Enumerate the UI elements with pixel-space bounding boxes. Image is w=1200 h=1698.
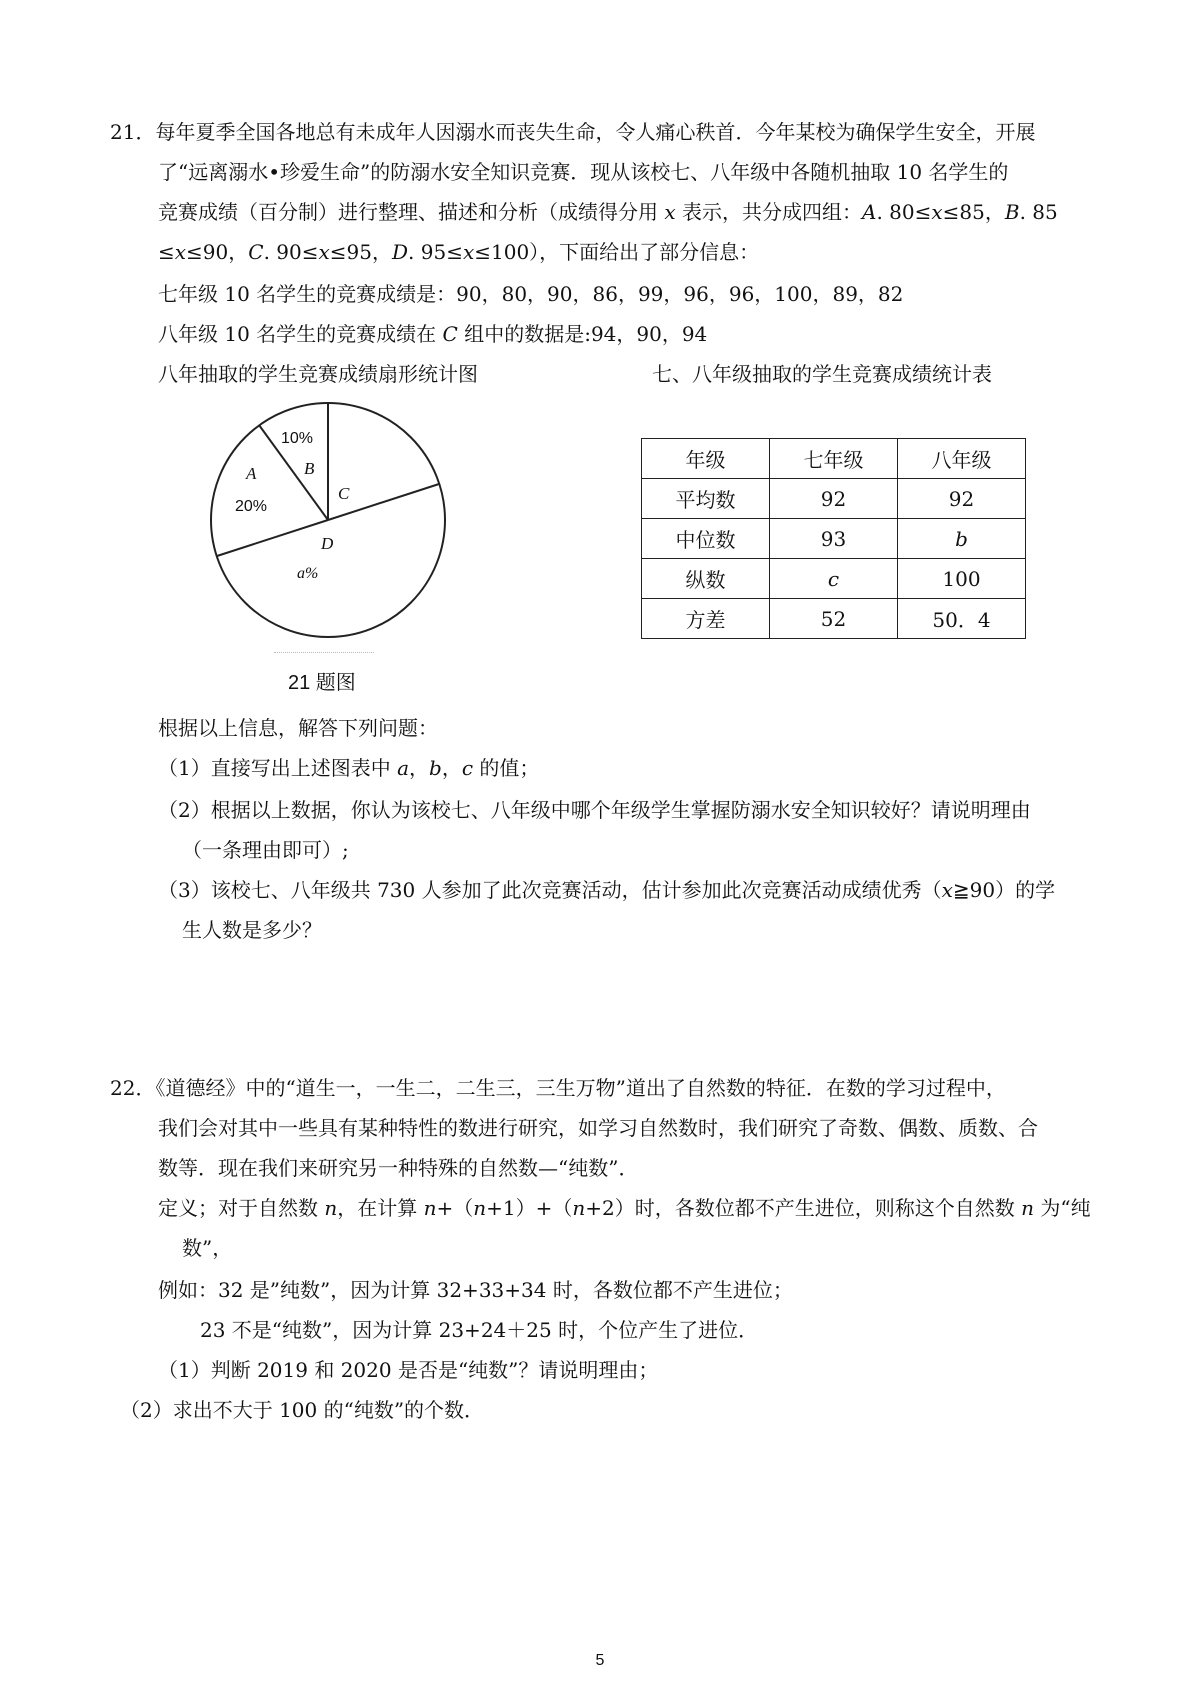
table-cell: 92 <box>898 479 1026 519</box>
pie-label-b: B <box>304 459 315 478</box>
q22-line-1: 22．《道德经》中的“道生一，一生二，二生三，三生万物”道出了自然数的特征．在数的学习过程中， <box>110 1076 1006 1100</box>
table-cell: 纵数 <box>642 559 770 599</box>
pie-chart-caption: 八年抽取的学生竞赛成绩扇形统计图 <box>158 362 478 386</box>
figure-dot-rule <box>274 652 374 653</box>
table-cell: 92 <box>770 479 898 519</box>
table-cell: 100 <box>898 559 1026 599</box>
pie-divider-a-d <box>217 520 328 556</box>
q22-example-1: 例如：32 是”纯数”，因为计算 32+33+34 时，各数位都不产生进位； <box>158 1278 793 1302</box>
q22-definition: 定义；对于自然数 n，在计算 n+（n+1）+（n+2）时，各数位都不产生进位，则称这个自然数 n 为“纯 <box>158 1196 1091 1220</box>
table-header-row <box>642 439 1026 479</box>
table-header-cell: 年级 <box>642 439 770 479</box>
pie-label-a-pct: 20% <box>235 498 268 515</box>
table-cell: 中位数 <box>642 519 770 559</box>
table-cell: 平均数 <box>642 479 770 519</box>
table-row <box>642 599 1026 639</box>
table-header-cell: 七年级 <box>770 439 898 479</box>
q21-line-1: 21．每年夏季全国各地总有未成年人因溺水而丧失生命，令人痛心秩首．今年某校为确保学生安全，开展 <box>110 120 1036 144</box>
q21-part-2: （2）根据以上数据，你认为该校七、八年级中哪个年级学生掌握防溺水安全知识较好？请说明理由 <box>158 798 1031 822</box>
figure-label: 21 题图 <box>288 672 356 694</box>
table-cell: 52 <box>770 599 898 639</box>
q22-part-2: （2）求出不大于 100 的“纯数”的个数． <box>120 1398 485 1422</box>
q21-line-2: 了“远离溺水•珍爱生命”的防溺水安全知识竞赛．现从该校七、八年级中各随机抽取 10 名学生的 <box>158 160 1009 184</box>
q21-part-3-cont: 生人数是多少？ <box>182 918 322 942</box>
table-cell: c <box>770 559 898 599</box>
q22-example-2: 23 不是“纯数”，因为计算 23+24＋25 时，个位产生了进位． <box>200 1318 759 1342</box>
q21-part-2-cont: （一条理由即可）; <box>182 838 349 862</box>
q21-line-3: 竞赛成绩（百分制）进行整理、描述和分析（成绩得分用 x 表示，共分成四组：A. 80≤x≤85，B. 85 <box>158 200 1058 224</box>
table-row <box>642 559 1026 599</box>
grade7-scores: 七年级 10 名学生的竞赛成绩是：90，80，90，86，99，96，96，100，89，82 <box>158 282 904 306</box>
pie-label-d: D <box>321 534 334 553</box>
table-cell: b <box>898 519 1026 559</box>
q21-part-3: （3）该校七、八年级共 730 人参加了此次竞赛活动，估计参加此次竞赛活动成绩优秀（x≧90）的学 <box>158 878 1056 902</box>
pie-chart <box>198 390 458 650</box>
q22-definition-cont: 数”， <box>182 1236 233 1260</box>
q21-instruction: 根据以上信息，解答下列问题： <box>158 716 438 740</box>
table-cell: 93 <box>770 519 898 559</box>
q22-line-2: 我们会对其中一些具有某种特性的数进行研究，如学习自然数时，我们研究了奇数、偶数、质数、合 <box>158 1116 1038 1140</box>
table-row <box>642 519 1026 559</box>
page-number: 5 <box>595 1652 605 1669</box>
pie-label-a: A <box>246 464 257 483</box>
table-caption: 七、八年级抽取的学生竞赛成绩统计表 <box>652 362 992 386</box>
table-row <box>642 479 1026 519</box>
q21-line-4: ≤x≤90，C. 90≤x≤95，D. 95≤x≤100），下面给出了部分信息： <box>158 240 760 264</box>
q21-part-1: （1）直接写出上述图表中 a，b，c 的值； <box>158 756 540 780</box>
grade8-group-c-scores: 八年级 10 名学生的竞赛成绩在 C 组中的数据是:94，90，94 <box>158 322 708 346</box>
q22-line-3: 数等．现在我们来研究另一种特殊的自然数—“纯数”． <box>158 1156 639 1180</box>
stats-table <box>641 438 1026 639</box>
pie-label-c: C <box>338 484 350 503</box>
table-cell: 50．4 <box>898 599 1026 639</box>
pie-label-d-pct: a% <box>297 565 319 582</box>
q22-part-1: （1）判断 2019 和 2020 是否是“纯数”？请说明理由； <box>158 1358 659 1382</box>
pie-label-b-pct: 10% <box>281 430 314 447</box>
table-header-cell: 八年级 <box>898 439 1026 479</box>
table-cell: 方差 <box>642 599 770 639</box>
